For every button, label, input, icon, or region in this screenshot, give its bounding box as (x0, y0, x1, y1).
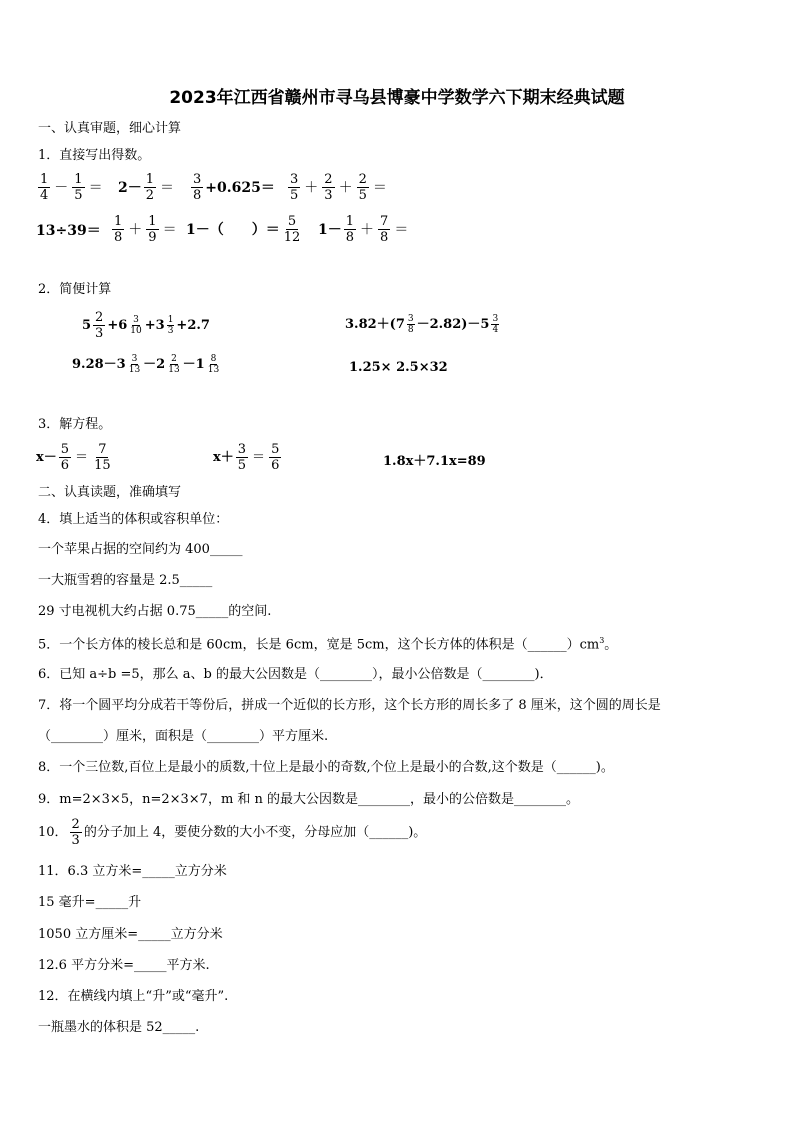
fraction: $\frac{2}{3}$ (95, 310, 104, 341)
q3-equation-3: 1.8x＋7.1x=89 (383, 454, 486, 469)
fraction: $\frac{7}{15}$ (94, 442, 111, 473)
fraction: $\frac{1}{8}$ (345, 214, 355, 245)
page-title: 2023年江西省赣州市寻乌县博豪中学数学六下期末经典试题 (169, 88, 625, 108)
q2-expr-1: 5 $\frac{2}{3}$ +6 $\frac{3}{10}$ +3 $\frac{1}{3}$ +2.7 (82, 310, 210, 341)
q3-equation-1: x－ $\frac{5}{6}$ ＝ $\frac{7}{15}$ (36, 442, 111, 473)
question-1-label: 1．直接写出得数。 (38, 148, 151, 163)
q1-expr-5: 13÷39＝ (36, 223, 101, 239)
question-11: 11．6.3 立方米=_____立方分米 (38, 864, 227, 879)
q2-expr-3: 9.28－3 $\frac{3}{13}$ －2 $\frac{2}{13}$ －1 $\frac{8}{13}$ (72, 354, 220, 375)
q3-equation-2: x＋ $\frac{3}{5}$ ＝ $\frac{5}{6}$ (213, 442, 280, 473)
fraction: $\frac{3}{4}$ (492, 314, 499, 335)
question-12: 12．在横线内填上“升”或“毫升”. (38, 989, 229, 1004)
question-10: 10． $\frac{2}{3}$ 的分子加上 4，要使分数的大小不变，分母应加（______)。 (38, 817, 427, 848)
fraction: $\frac{7}{8}$ (380, 214, 389, 245)
fraction: $\frac{1}{4}$ (40, 172, 49, 203)
fraction: $\frac{1}{9}$ (148, 214, 157, 245)
question-9: 9．m=2×3×5，n=2×3×7，m 和 n 的最大公因数是________，最小的公倍数是________。 (38, 792, 580, 807)
q12-line-a: 一瓶墨水的体积是 52_____. (38, 1020, 200, 1035)
fraction: $\frac{2}{3}$ (71, 817, 80, 848)
q4-line-a: 一个苹果占据的空间约为 400_____ (38, 542, 243, 557)
question-7-line-2: （________）厘米，面积是（________）平方厘米. (38, 729, 329, 744)
q1-expr-2: 2－ $\frac{1}{2}$ ＝ (118, 172, 175, 203)
q2-expr-2: 3.82＋(7 $\frac{3}{8}$ －2.82)－5 $\frac{3}{4}$ (345, 314, 499, 335)
question-2-label: 2．简便计算 (38, 282, 112, 297)
q1-expr-3: $\frac{3}{8}$ +0.625＝ (193, 172, 275, 203)
q2-expr-4: 1.25× 2.5×32 (349, 360, 448, 375)
fraction: $\frac{1}{3}$ (167, 315, 174, 336)
fraction: $\frac{3}{5}$ (237, 442, 247, 473)
fraction: $\frac{2}{13}$ (168, 354, 180, 375)
question-5: 5．一个长方体的棱长总和是 60cm，长是 6cm，宽是 5cm，这个长方体的体积是$(\_\_\_\_\_\_)cm^3$。 (38, 636, 618, 653)
fraction: $\frac{3}{13}$ (128, 354, 141, 375)
fraction: $\frac{2}{5}$ (358, 172, 367, 203)
fraction: $\frac{5}{12}$ (283, 214, 301, 245)
fraction: $\frac{1}{2}$ (145, 172, 155, 203)
fraction: $\frac{3}{8}$ (193, 172, 202, 203)
question-8: 8．一个三位数,百位上是最小的质数,十位上是最小的奇数,个位上是最小的合数,这个数是（______)。 (38, 760, 614, 775)
q4-line-c: 29 寸电视机大约占据 0.75_____的空间. (38, 604, 272, 619)
fraction: $\frac{3}{10}$ (130, 315, 142, 336)
q11-line-b: 15 毫升=_____升 (38, 895, 142, 910)
fraction: $\frac{1}{8}$ (114, 214, 123, 245)
fraction: $\frac{5}{6}$ (60, 442, 70, 473)
fraction: $\frac{1}{5}$ (74, 172, 83, 203)
fraction: $\frac{5}{6}$ (271, 442, 280, 473)
q4-line-b: 一大瓶雪碧的容量是 2.5_____ (38, 573, 213, 588)
fraction: $\frac{3}{5}$ (290, 172, 299, 203)
fraction: $\frac{8}{13}$ (207, 354, 220, 375)
q1-expr-6: $\frac{1}{8}$ ＋ $\frac{1}{9}$ ＝ (114, 214, 177, 245)
fraction: $\frac{3}{8}$ (407, 314, 414, 335)
section-1-heading: 一、认真审题，细心计算 (38, 121, 182, 136)
section-2-heading: 二、认真读题，准确填写 (38, 485, 182, 500)
q1-expr-1: $\frac{1}{4}$ － $\frac{1}{5}$ ＝ (40, 172, 103, 203)
question-4-label: 4．填上适当的体积或容积单位： (38, 512, 229, 527)
q1-expr-8: 1－ $\frac{1}{8}$ ＋ $\frac{7}{8}$ ＝ (318, 214, 409, 245)
q11-line-d: 12.6 平方分米=_____平方米. (38, 958, 210, 973)
q1-expr-7: 1－（ ）＝ $\frac{5}{12}$ (186, 214, 301, 245)
q11-line-c: 1050 立方厘米=_____立方分米 (38, 927, 223, 942)
question-3-label: 3．解方程。 (38, 417, 112, 432)
fraction: $\frac{2}{3}$ (324, 172, 333, 203)
q1-expr-4: $\frac{3}{5}$ ＋ $\frac{2}{3}$ ＋ $\frac{2}{5}$ ＝ (290, 172, 387, 203)
question-7-line-1: 7．将一个圆平均分成若干等份后，拼成一个近似的长方形，这个长方形的周长多了 8 厘米，这个圆的周长是 (38, 698, 661, 713)
question-6: 6．已知 a÷b =5，那么 a、b 的最大公因数是（________），最小公倍数是（________)． (38, 667, 553, 682)
